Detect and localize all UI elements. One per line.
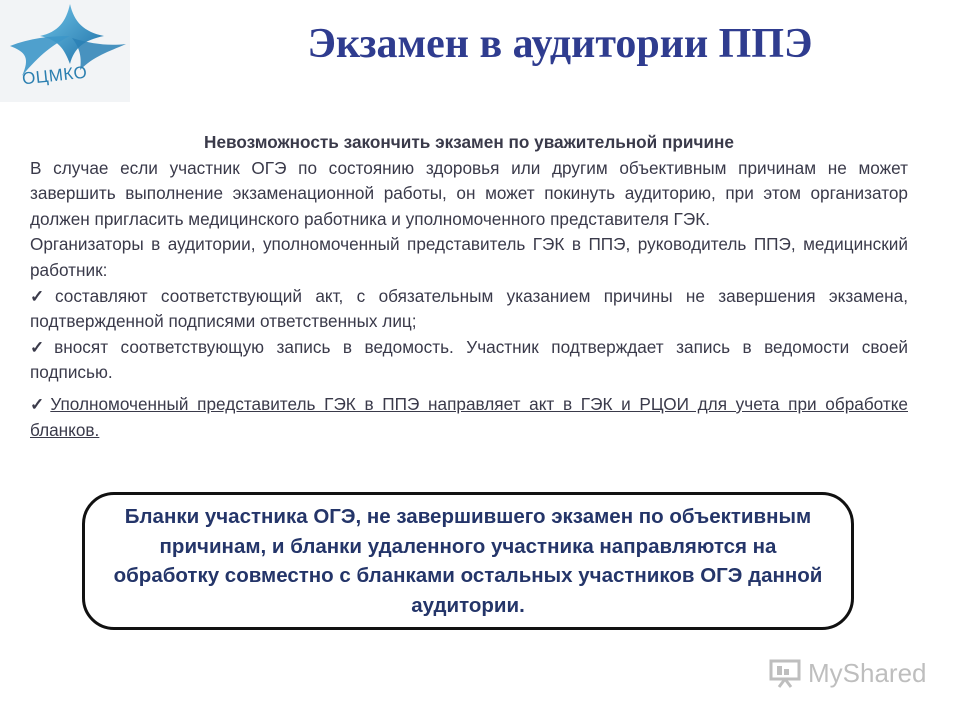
note-box [82,492,854,630]
checkmark-icon: ✓ [30,393,49,414]
paragraph-1: В случае если участник ОГЭ по состоянию здоровья или другим объективным причинам не может завершить выполнение экзаменационной работы, он может покинуть аудиторию, при этом организатор должен пригласить медицинского работника и уполномоченного представителя ГЭК. [30,157,908,229]
checklist-item-text: составляют соответствующий акт, с обязательным указанием причины не завершения экзамена, подтвержденной подписями ответственных лиц; [30,285,908,332]
checklist-item-text: Уполномоченный представитель ГЭК в ППЭ направляет акт в ГЭК и РЦОИ для учета при обработке бланков. [30,393,908,440]
checklist-item-2 [30,335,908,386]
checklist-item-1 [30,284,908,335]
watermark [768,656,938,690]
watermark-text: MyShared [808,657,927,688]
logo [0,0,130,102]
checkmark-icon: ✓ [30,336,53,357]
page-title: Экзамен в аудитории ППЭ [307,21,813,67]
checkmark-icon: ✓ [30,285,53,306]
main-content [30,130,908,443]
checklist-item-text: вносят соответствующую запись в ведомость. Участник подтверждает запись в ведомости своей подписью. [30,336,908,383]
star-logo-icon [0,0,130,102]
paragraph-2: Организаторы в аудитории, уполномоченный представитель ГЭК в ППЭ, руководитель ППЭ, медицинский работник: [30,234,908,280]
note-box-text: Бланки участника ОГЭ, не завершившего экзамен по объективным причинам, и бланки удаленного участника направляются на обработку совместно с бланками остальных участников ОГЭ данной аудитории. [113,505,823,617]
presentation-icon [768,658,802,688]
subheading: Невозможность закончить экзамен по уважительной причине [204,132,734,152]
checklist-item-3 [30,392,908,443]
logo-text: ОЦМКО [21,62,89,89]
